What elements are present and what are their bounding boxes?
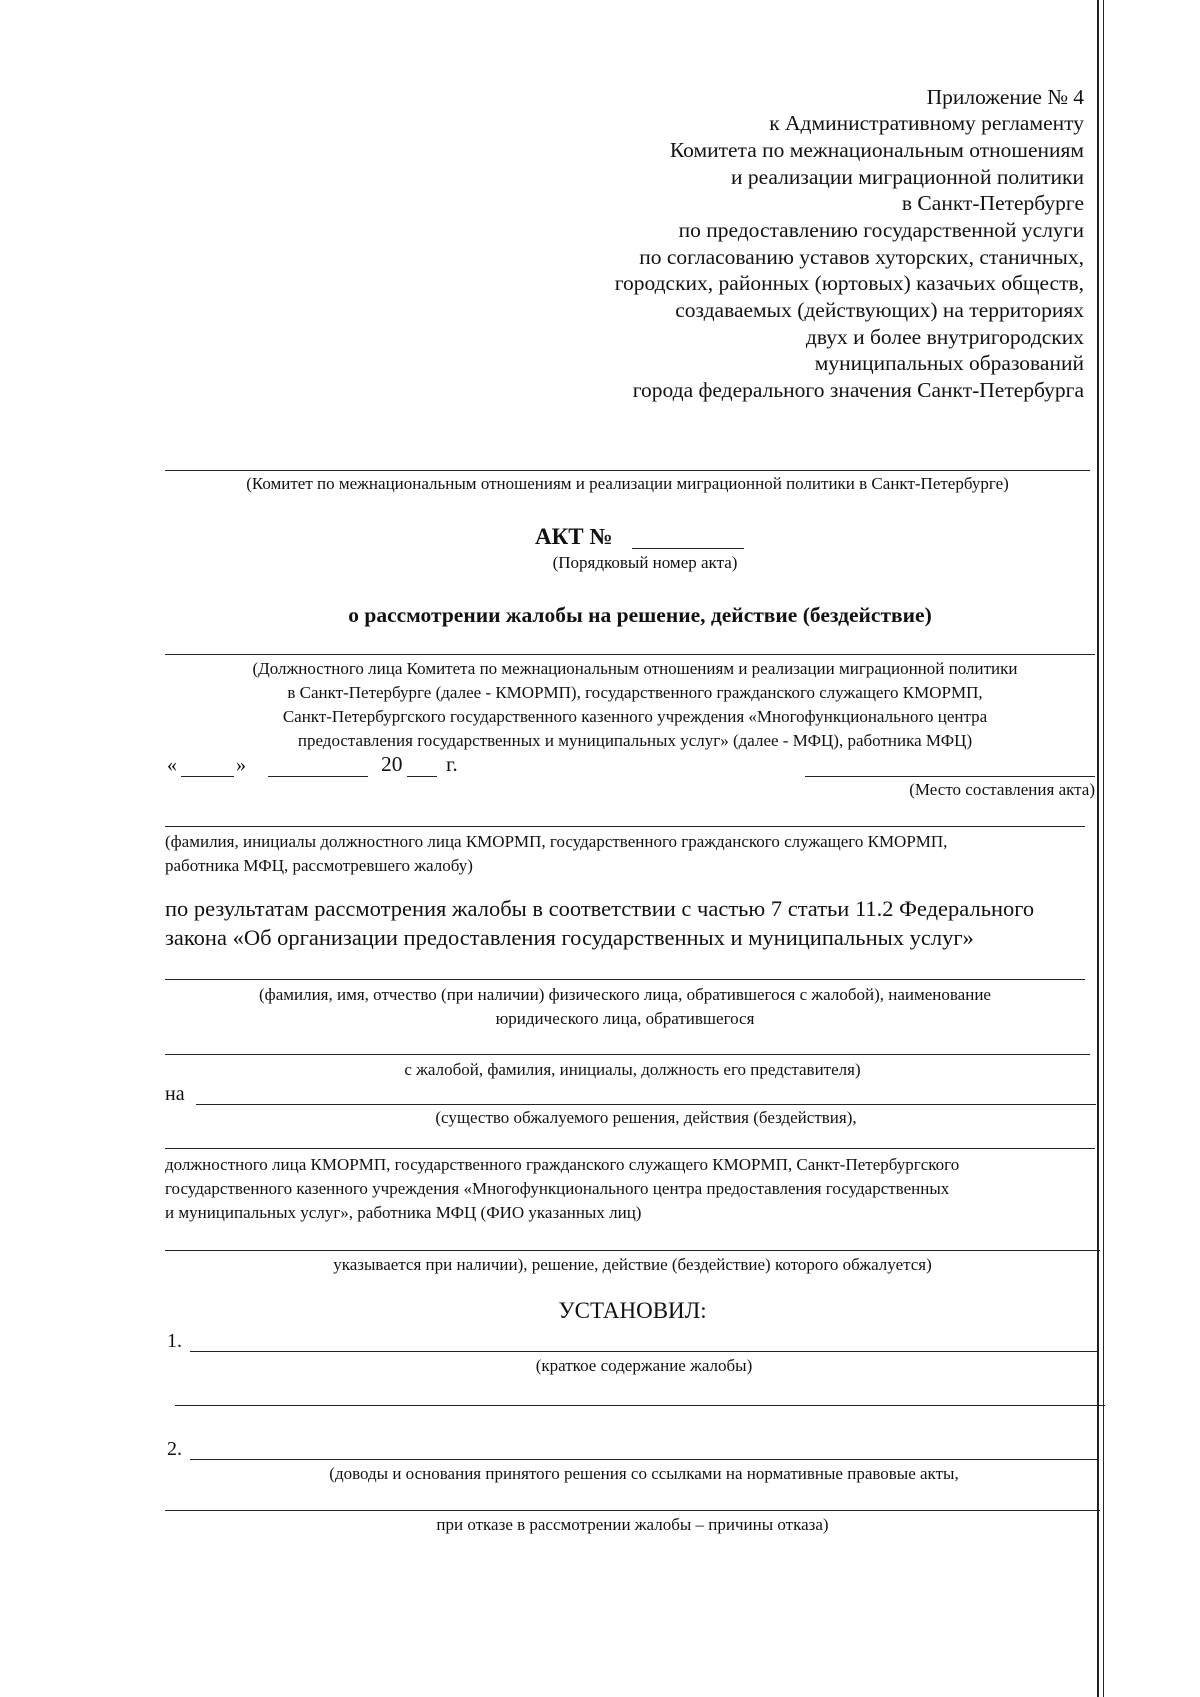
act-number-caption: (Порядковый номер акта) xyxy=(552,553,738,572)
essence-field[interactable] xyxy=(196,1104,1096,1105)
basis-line: по результатам рассмотрения жалобы в соответствии с частью 7 статьи 11.2 Федерального xyxy=(165,896,1035,921)
official-caption-line: (Должностного лица Комитета по межнациональным отношениям и реализации миграционной политики xyxy=(252,659,1018,678)
committee-caption: (Комитет по межнациональным отношениям и реализации миграционной политики в Санкт-Петербурге) xyxy=(246,474,1009,493)
act-subject: о рассмотрении жалобы на решение, действие (бездействие) xyxy=(348,603,932,627)
basis-line: закона «Об организации предоставления государственных и муниципальных услуг» xyxy=(165,925,974,950)
date-open-quote: « xyxy=(167,754,177,776)
applicant-field-line[interactable] xyxy=(165,979,1085,980)
appealed-caption: указывается при наличии), решение, действие (бездействие) которого обжалуется) xyxy=(333,1255,932,1274)
header-line: к Административному регламенту xyxy=(769,111,1084,135)
applicant-caption-line: (фамилия, имя, отчество (при наличии) физического лица, обратившегося с жалобой), наименование xyxy=(259,985,991,1004)
official-desc-field[interactable] xyxy=(165,1148,1095,1149)
header-line: городских, районных (юртовых) казачьих обществ, xyxy=(614,271,1084,295)
official-caption-line: предоставления государственных и муниципальных услуг» (далее - МФЦ), работника МФЦ) xyxy=(297,731,973,750)
date-day-field[interactable] xyxy=(181,776,234,777)
item-2-number: 2. xyxy=(167,1438,182,1460)
date-year-field[interactable] xyxy=(407,776,437,777)
place-caption: (Место составления акта) xyxy=(909,780,1095,799)
item-1-field-continued[interactable] xyxy=(175,1405,1105,1406)
date-year-suffix: г. xyxy=(446,752,458,776)
header-line: Комитета по межнациональным отношениям xyxy=(669,138,1084,162)
place-field[interactable] xyxy=(805,776,1095,777)
item-1-field[interactable] xyxy=(190,1351,1098,1352)
official-caption-line: в Санкт-Петербурге (далее - КМОРМП), государственного гражданского служащего КМОРМП, xyxy=(287,683,983,702)
reviewer-caption-line: работника МФЦ, рассмотревшего жалобу) xyxy=(165,856,473,875)
header-line: создаваемых (действующих) на территориях xyxy=(675,298,1084,322)
essence-caption: (существо обжалуемого решения, действия (бездействия), xyxy=(435,1108,857,1127)
header-line: двух и более внутригородских xyxy=(805,325,1084,349)
committee-field-line[interactable] xyxy=(165,470,1090,471)
act-number-field[interactable] xyxy=(632,548,744,549)
applicant-caption-line: юридического лица, обратившегося xyxy=(495,1009,755,1028)
official-desc-line: должностного лица КМОРМП, государственного гражданского служащего КМОРМП, Санкт-Петербургского xyxy=(165,1155,960,1174)
item-1-number: 1. xyxy=(167,1330,182,1352)
header-line: по согласованию уставов хуторских, станичных, xyxy=(639,245,1084,269)
header-line: и реализации миграционной политики xyxy=(730,165,1084,189)
header-line: по предоставлению государственной услуги xyxy=(678,218,1084,242)
applicant-caption-2: с жалобой, фамилия, инициалы, должность его представителя) xyxy=(404,1060,861,1079)
refusal-caption: при отказе в рассмотрении жалобы – причины отказа) xyxy=(436,1515,829,1534)
header-line: в Санкт-Петербурге xyxy=(901,191,1084,215)
official-desc-line: государственного казенного учреждения «Многофункционального центра предоставления государственных xyxy=(165,1179,950,1198)
header-line: Приложение № 4 xyxy=(926,85,1084,109)
established-heading: УСТАНОВИЛ: xyxy=(558,1298,707,1323)
header-line: муниципальных образований xyxy=(814,351,1084,375)
date-month-field[interactable] xyxy=(268,776,368,777)
item-2-caption: (доводы и основания принятого решения со ссылками на нормативные правовые акты, xyxy=(329,1464,959,1483)
act-title: АКТ № xyxy=(535,524,613,549)
item-1-caption: (краткое содержание жалобы) xyxy=(535,1356,753,1375)
reviewer-field-line[interactable] xyxy=(165,826,1085,827)
binding-line-thin xyxy=(1103,0,1104,1697)
item-2-field-continued[interactable] xyxy=(165,1510,1100,1511)
appealed-field[interactable] xyxy=(165,1250,1100,1251)
date-year-prefix: 20 xyxy=(381,752,403,776)
official-desc-line: и муниципальных услуг», работника МФЦ (ФИО указанных лиц) xyxy=(165,1203,642,1222)
binding-line xyxy=(1097,0,1099,1697)
official-field-line[interactable] xyxy=(165,654,1095,655)
header-line: города федерального значения Санкт-Петербурга xyxy=(632,378,1084,402)
date-close-quote: » xyxy=(236,754,246,776)
on-label: на xyxy=(165,1083,185,1105)
official-caption-line: Санкт-Петербургского государственного казенного учреждения «Многофункционального центра xyxy=(282,707,988,726)
applicant-field-line-2[interactable] xyxy=(165,1054,1090,1055)
reviewer-caption-line: (фамилия, инициалы должностного лица КМОРМП, государственного гражданского служащего КМОРМП, xyxy=(165,832,948,851)
item-2-field[interactable] xyxy=(190,1459,1098,1460)
